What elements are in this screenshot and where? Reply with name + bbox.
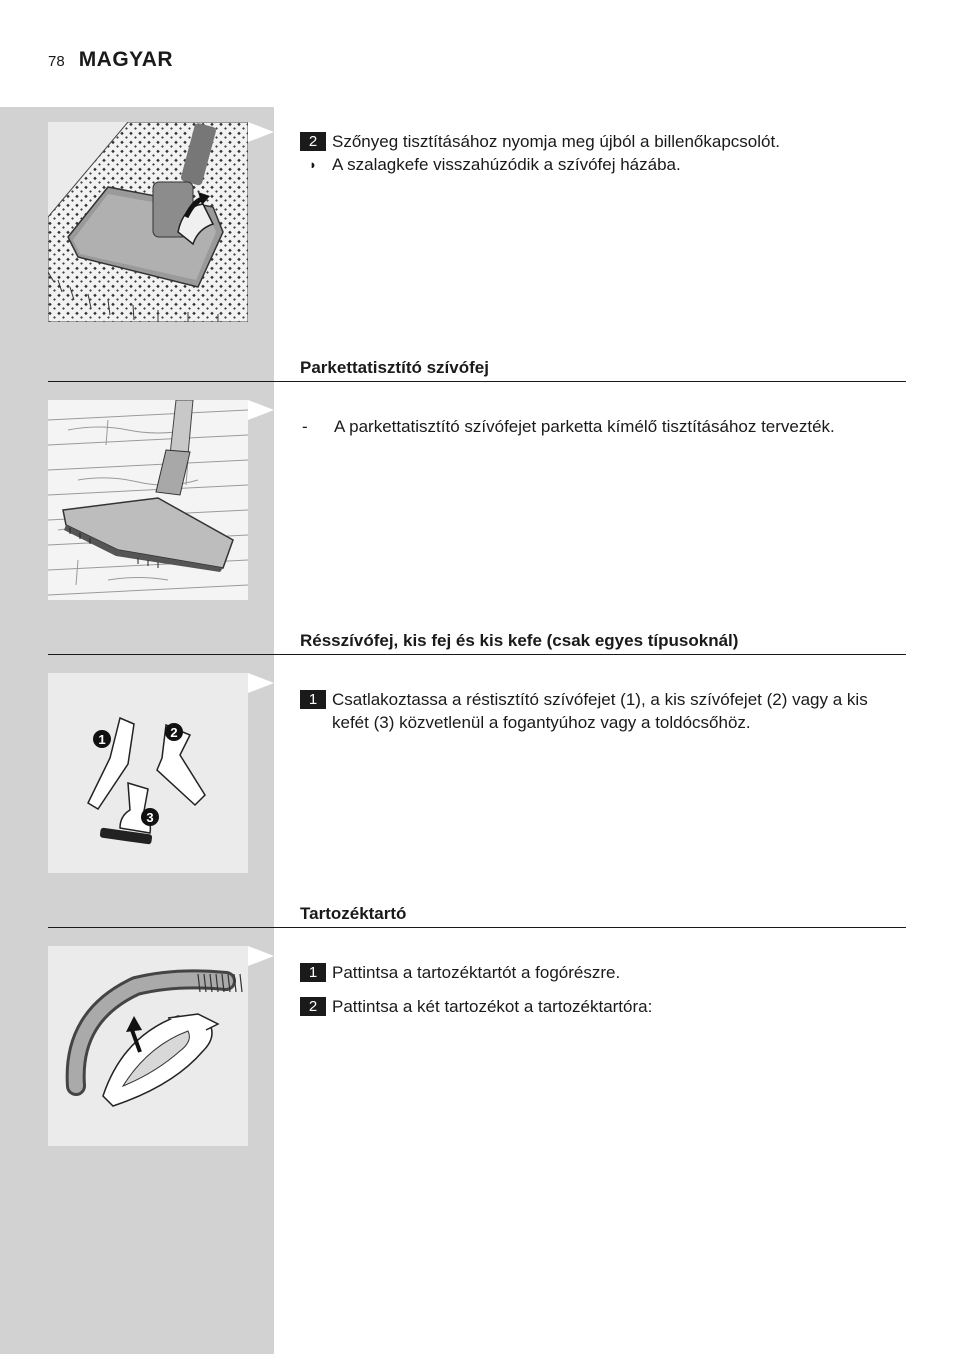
callout-1: 1: [98, 732, 106, 747]
step-text: Szőnyeg tisztításához nyomja meg újból a billenőkapcsolót.: [332, 132, 780, 151]
page-header: [48, 48, 173, 72]
figure-pointer: [248, 946, 274, 966]
bullet-text: A parkettatisztító szívófejet parketta kímélő tisztításához tervezték.: [334, 417, 835, 436]
callout-2: 2: [170, 725, 178, 740]
bullet-item: [300, 415, 900, 438]
page-number: 78: [48, 53, 65, 70]
section-rule: [48, 381, 906, 382]
result-item: [300, 153, 900, 176]
bullet-dash: -: [302, 417, 308, 436]
result-text: A szalagkefe visszahúzódik a szívófej házába.: [332, 155, 681, 174]
step-item: [300, 688, 900, 734]
step-item: [300, 995, 900, 1018]
result-marker: ◗: [309, 157, 317, 172]
language-title: MAGYAR: [78, 48, 174, 71]
carpet-nozzle-illustration: [48, 122, 248, 322]
step-item: [300, 130, 900, 153]
step-number: 2: [300, 997, 326, 1016]
figure-pointer: [248, 400, 274, 420]
section-title-holder: Tartozéktartó: [300, 904, 407, 923]
step-number: 1: [300, 690, 326, 709]
callout-3: 3: [146, 810, 154, 825]
step-number: 1: [300, 963, 326, 982]
accessory-tools-illustration: [48, 673, 248, 873]
section-title-parquet: Parkettatisztító szívófej: [300, 358, 489, 377]
parquet-nozzle-illustration: [48, 400, 248, 600]
step-text: Csatlakoztassa a réstisztító szívófejet (1), a kis szívófejet (2) vagy a kis kefét (3) közvetlenül a fogantyúhoz vagy a toldócsőhöz.: [332, 690, 868, 732]
step-text: Pattintsa a tartozéktartót a fogórészre.: [332, 963, 621, 982]
step-item: [300, 961, 900, 984]
step-number: 2: [300, 132, 326, 151]
section-rule: [48, 654, 906, 655]
figure-pointer: [248, 673, 274, 693]
figure-pointer: [248, 122, 274, 142]
accessory-holder-illustration: [48, 946, 248, 1146]
section-title-accessories: Résszívófej, kis fej és kis kefe (csak egyes típusoknál): [300, 631, 739, 650]
section-rule: [48, 927, 906, 928]
step-text: Pattintsa a két tartozékot a tartozéktartóra:: [332, 997, 653, 1016]
